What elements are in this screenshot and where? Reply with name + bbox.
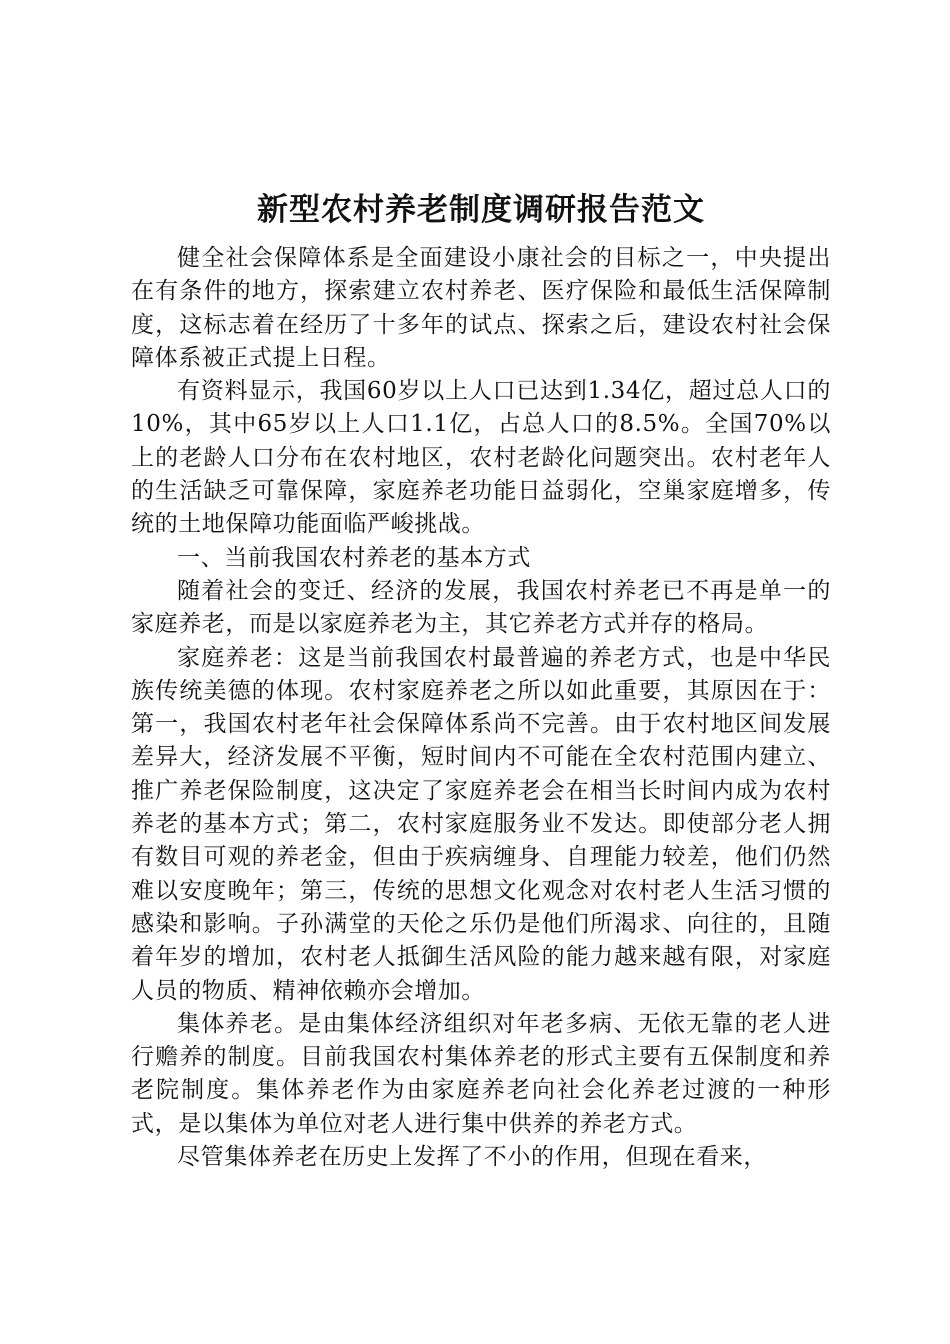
document-body (131, 188, 831, 1174)
paragraph-collective-history: 尽管集体养老在历史上发挥了不小的作用，但现在看来， (177, 1144, 767, 1171)
section-heading-1: 一、当前我国农村养老的基本方式 (177, 544, 531, 571)
paragraph-collective-care: 集体养老。是由集体经济组织对年老多病、无依无靠的老人进行赡养的制度。目前我国农村集体养老的形式主要有五保制度和养老院制度。集体养老作为由家庭养老向社会化养老过渡的一种形式，是以集体为单位对老人进行集中供养的养老方式。 (131, 1010, 831, 1137)
paragraph-family-care: 家庭养老：这是当前我国农村最普遍的养老方式，也是中华民族传统美德的体现。农村家庭养老之所以如此重要，其原因在于：第一，我国农村老年社会保障体系尚不完善。由于农村地区间发展差异大，经济发展不平衡，短时间内不可能在全农村范围内建立、推广养老保险制度，这决定了家庭养老会在相当长时间内成为农村养老的基本方式；第二，农村家庭服务业不发达。即使部分老人拥有数目可观的养老金，但由于疾病缠身、自理能力较差，他们仍然难以安度晚年；第三，传统的思想文化观念对农村老人生活习惯的感染和影响。子孙满堂的天伦之乐仍是他们所渴求、向往的，且随着年岁的增加，农村老人抵御生活风险的能力越来越有限，对家庭人员的物质、精神依赖亦会增加。 (131, 644, 831, 1004)
paragraph-overview: 随着社会的变迁、经济的发展，我国农村养老已不再是单一的家庭养老，而是以家庭养老为主，其它养老方式并存的格局。 (131, 577, 831, 638)
paragraph-statistics: 有资料显示，我国60岁以上人口已达到1.34亿，超过总人口的10%，其中65岁以上人口1.1亿，占总人口的8.5%。全国70%以上的老龄人口分布在农村地区，农村老龄化问题突出。农村老年人的生活缺乏可靠保障，家庭养老功能日益弱化，空巢家庭增多，传统的土地保障功能面临严峻挑战。 (131, 378, 831, 538)
paragraph-intro: 健全社会保障体系是全面建设小康社会的目标之一，中央提出在有条件的地方，探索建立农村养老、医疗保险和最低生活保障制度，这标志着在经历了十多年的试点、探索之后，建设农村社会保障体系被正式提上日程。 (131, 245, 831, 371)
document-title: 新型农村养老制度调研报告范文 (257, 192, 705, 228)
